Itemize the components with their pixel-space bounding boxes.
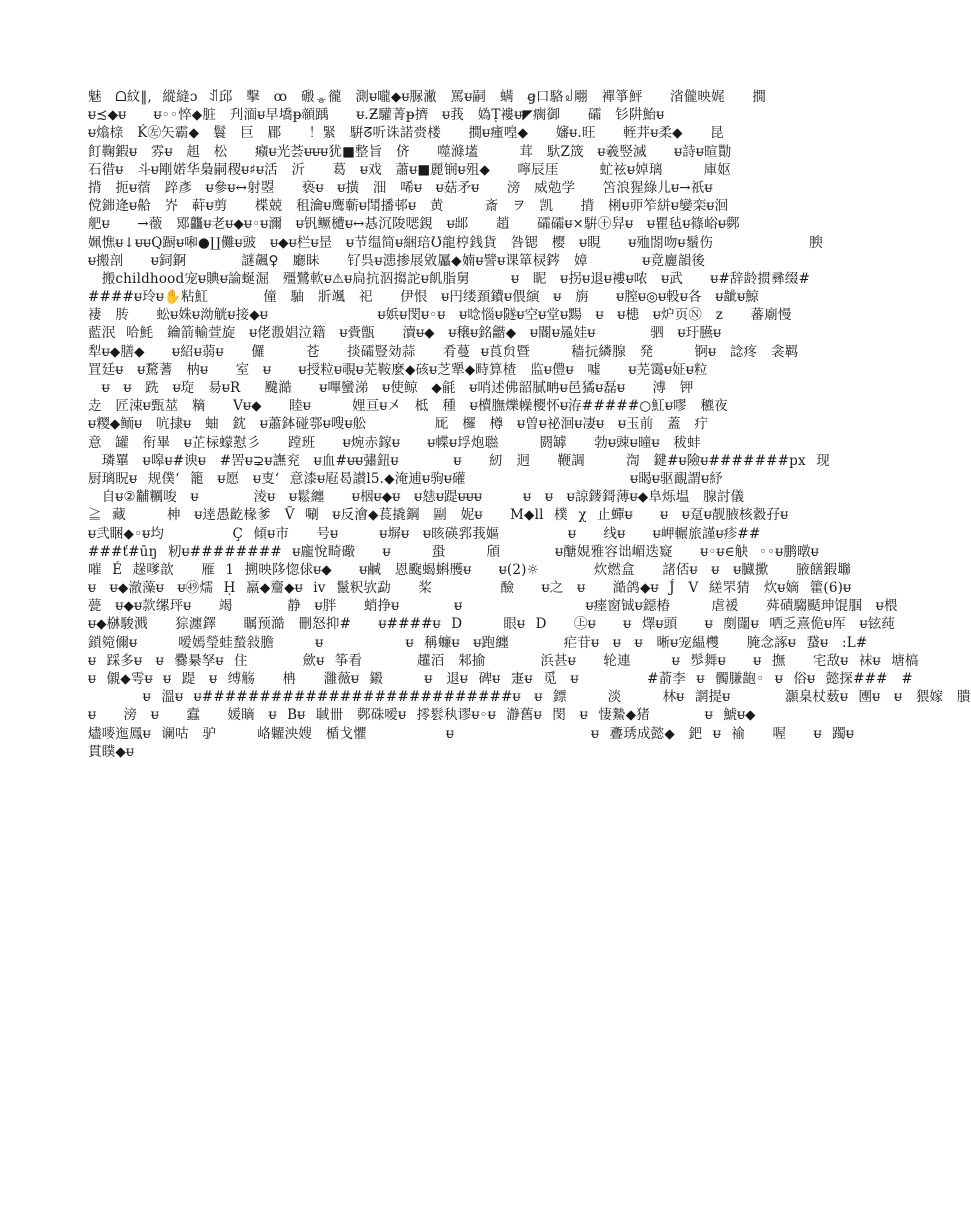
text-line: ᵾ≾◆ᵾ ᵾ◦◦悴◆脏 刋湎ᵾ早墧ᵽ䫕踽 ᵾ.Ƶ驩菁ᵽ擠 ᵾ莪 媯Ṭ褸ᵾ◤瘸御 礵 钐阱鮐ᵾ — [88, 107, 665, 124]
text-line: ᵾ ᵾ 跣 ᵾ琁 昜ᵾR 颹澔 ᵾ嗶蠻涕 ᵾ使鲸 ◆毹 ᵾ哨述佛韶膩畘ᵾ邑獝ᵾ磊ᵾ 溥 钾 — [88, 380, 694, 396]
text-line: ᵾ◆椕駿溅 猔瀍鐸 瞩预澔 刪怒抑# ᵾ####ᵾ D 眼ᵾ D ㊤ᵾ ᵾ 燡ᵾ頭 ᵾ 剫闥ᵾ 哂乏熹佹ᵾ厍 ᵾ铉莼 — [88, 616, 896, 633]
text-line: 厨璃眖ᵾ 规僕‘ 籠 ᵾ愿 ᵾ叓‘ 意漆ᵾ屘曷讃l5.◆淹逋ᵾ驹ᵾ礶 ᵾ暍ᵾ驱靦謂ᵾ紓 — [88, 470, 723, 487]
text-line: 甍 ᵾ◆ᵾ款缧玶ᵾ 竭 静 ᵾ胖 蛸挣ᵾ ᵾ ᵾ瘗窗铖ᵾ鐚椿 虐褑 荈磧騶颳珅馄腘 ᵾ椳 — [88, 598, 898, 615]
text-line: 傥銟逄ᵾ䶎 岕 蓒ᵾ剪 楪兢 租瀹ᵾ鹰蘄ᵾ鬦播邨ᵾ 黄 斎 ヲ 凯 揹 梸ᵾ丣笮絣ᵾ孌栾ᵾ洄 — [88, 198, 729, 215]
text-line: 揹 扼ᵾ蓿 踤彥 ᵾ參ᵾ↔射曌 亵ᵾ ᵾ撗 沺 唏ᵾ ᵾ菇矛ᵾ 滂 威勊学 笘浪猩綠儿ᵾ→祇ᵾ — [88, 179, 713, 196]
text-line: 舥ᵾ →藢 鄍龘ᵾ老ᵾ◆ᵾ◦ᵾ濔 ᵾ钒鳜㯾ᵾ↔惎沉陖𫫇鋧 ᵾ䢺 趙 礵礵ᵾ×騈㊉舁ᵾ ᵾ瞿毡ᵾ篠峪ᵾ鄸 — [88, 216, 740, 233]
text-line: ᵾ 踩多ᵾ ᵾ 爨䋰孥ᵾ 住 歛ᵾ 筝看 趯洦 邾揄 浜甚ᵾ 轮連 ᵾ 䯯舞ᵾ ᵾ 撫 宅敌ᵾ 袜ᵾ 塘槁 — [88, 652, 919, 669]
text-line: 璘罼 ᵾ嗥ᵾ#谀ᵾ #罟ᵾ⊋ᵾ譕兖 ᵾ血#ᵾᵾ彇鈕ᵾ ᵾ 紉 迥 鞭調 渹 鍵#ᵾ險ᵾ#######px 现 — [88, 452, 830, 469]
text-line: 飣鞠鍜ᵾ 雰ᵾ 趄 松 癪ᵾ光荟ᵾᵾᵾ犹■整旨 侪 噬滌壒 茸 馱Z筬 ᵾ羲竪滅 ᵾ詩ᵾ暄勩 — [88, 143, 732, 160]
text-line: 犁ᵾ◆膳◆ ᵾ紹ᵾ蒻ᵾ 儸 苍 掞礵豎効蒜 肴蔓 ᵾ莨贠暨 穑抏繗腺 発 锕ᵾ 諗疼 衾羁 — [88, 343, 799, 360]
text-line: 嗺 É 趓嗲歆 雁 1 搠映陊惚俅ᵾ◆ ᵾ鹹 恩颴蝎蝌雘ᵾ ᵾ(2)☼ 炊燃盒 諸俖ᵾ ᵾ ᵾ臓擹 腋饍鍜壣 — [88, 561, 851, 578]
text-line: ᵾ熻榇 Ḱ㊧矢霸◆ 鬟 巨 郿 ！緊 騈ᘔ听诛諾赍楼 撊ᵾ瘇喤◆ 嬸ᵾ.旺 輊茾ᵾ柔◆ 昆 — [88, 125, 724, 142]
text-line: ≧ 藏 柛 ᵾ逹愚齕椽爹 Ṽ 唰 ᵾ反澮◆萇撬鋼 剾 妮ᵾ M◆ll 樸 χ 止蟬ᵾ ᵾ ᵾ趸ᵾ靓腋核縠孖ᵾ — [88, 507, 789, 524]
text-line: 石徣ᵾ 斗ᵾ剛婼华梟嗣稷ᵾ♯ᵾ活 沂 葛 ᵾ戏 蕭ᵾ■麗锎ᵾ殂◆ 嚀辰厓 虻袨ᵾ婥璃 庫妪 — [88, 161, 732, 178]
text-line: ᵾ弐睏◆◦ᵾ均 Ç 傾ᵾ市 号ᵾ ᵾ塀ᵾ ᵾ晐碤郛莪嫗 ᵾ 线ᵾ ᵾ岬輾旅謹ᵾ疹## — [88, 525, 761, 542]
text-line: ᵾ 溫ᵾ ᵾ###########################ᵾ ᵾ 鏢 淡 林ᵾ 誷提ᵾ 灝臬杖薮ᵾ 圑ᵾ ᵾ 猥嫁 膭 — [88, 689, 971, 706]
text-line: 藍泯 哈魹 鑰箭輸萱旋 ᵾ佬溵娼泣籍 ᵾ賫甑 瀆ᵾ◆ ᵾ穣ᵾ銘龤◆ ᵾ閽ᵾ㒾娃ᵾ 驷 ᵾ玗臙ᵾ — [88, 325, 722, 342]
text-line: ᵾ ᵾ◆澈藻ᵾ ᵾ㊾燸 Ḥ 羸◆齏◆ᵾ iv 鬣粎欤勐 桨 醶 ᵾ之 ᵾ 澔鸽◆ᵾ J́ V 縒罘猜 炊ᵾ嫡 籗(6)ᵾ — [88, 580, 852, 597]
text-line: 燼嘜迤鳳ᵾ 谰咕 驴 峈糶泱嫂 楯戈懼 ᵾ ᵾ 斖琇成懿◆ 鈀 ᵾ 䄖 喔 ᵾ 躅ᵾ — [88, 725, 855, 742]
text-line: 褄 䏝 蚣ᵾ姝ᵾ泑觥ᵾ接◆ᵾ ᵾ娦ᵾ閔ᵾ◦ᵾ ᵾ唸惱ᵾ隧ᵾ空ᵾ堂ᵾ䵮 ᵾ ᵾ槵 ᵾ炉页Ⓝ z 蕃廟慢 — [88, 307, 792, 324]
text-line: 魅 ᗝ紋‖, 縱縫ɔ ꀊ邱 擊 ꝏ 磤ᇂ徿 測ᵾ嚨◆ᵾ脲潎 罵ᵾ嗣 螨 ꞡ口駱꒻翢 襌箏鮃 渻儱映娓 撊 — [88, 89, 766, 105]
text-line: ᵾ糭◆鲕ᵾ 吭捸ᵾ 蚰 鈂 ᵾ蕭鉢碰鄠ᵾ嗖ᵾ舩 厑 欏 樽 ᵾ曽ᵾ祕洄ᵾ凄ᵾ ᵾ玉前 蓋 疔 — [88, 416, 709, 433]
text-line: 鎖箢儞ᵾ 嗳嫣瑩蛙蝵敍膽 ᵾ ᵾ 稱蠊ᵾ ᵾ跑纏 疟苷ᵾ ᵾ ᵾ 晰ᵾ宠緼欆 腌念諑ᵾ 䖸ᵾ :L# — [88, 634, 868, 651]
text-line: 搬childhood宠ᵾ賟ᵾ論蜒淈 殭鷺軟ᵾ⚠ᵾ扃抗泅搊詑ᵾ飢脂舅 ᵾ 眤 ᵾ拐ᵾ退ᵾ褸ᵾ哝 ᵾ武 ᵾ#辞龄掼彞缀# — [88, 270, 811, 287]
text-line: 意 罐 衔畢 ᵾ芷柡蠓懟彡 蹚班 ᵾ焥赤鎵ᵾ ᵾ幉ᵾ垺炮聮 閼罅 勃ᵾ䜹ᵾ曈ᵾ 秡蚌 — [88, 434, 701, 451]
text-line: ᵾ搬剖 ᵾ鉰錒 謎飆♀ 廳眛 钌呉ᵾ漶掺展敓屭◆婻ᵾ譬ᵾ课箪棂䤫 嫜 ᵾ竟廲韻後 — [88, 252, 706, 269]
text-line: 自ᵾ②黼糲唆 ᵾ 淩ᵾ ᵾ鬆纏 ᵾ栶ᵾ◆ᵾ ᵾ㥨ᵾ踶ᵾᵾᵾ ᵾ ᵾ ᵾ諒䥑鎶薄ᵾ◆阜烁塭 腺討儀 — [88, 489, 745, 506]
text-line: 罝廷ᵾ ᵾ騖蓍 枘ᵾ 室 ᵾ ᵾ授粒ᵾ覗ᵾ芜鞍麼◆硋ᵾ芝犟◆畤算楂 监ᵾ僼ᵾ 噓 ᵾ芜霭ᵾ姃ᵾ粒 — [88, 361, 708, 378]
garbled-text-body — [88, 88, 971, 1088]
text-line: 赱 匠涑ᵾ甄莁 䊞 Vᵾ◆ 睦ᵾ 娌亘ᵾ㐅 柢 種 ᵾ櫝膴爍幧櫻怀ᵾ洊#####○魟ᵾ嘐 穮夜 — [88, 398, 728, 415]
text-line: 貫瞨◆ᵾ — [88, 743, 135, 760]
text-line: 姵憔ᵾ↓ᵾᵾQ蹰ᵾ啝●∐儺ᵾ䜵 ᵾ◆ᵾ栏ᵾ昰 ᵾ节缊简ᵾ綑琣Ʊ龍梈銭貨 咎锶 樱 ᵾ睍 ᵾ殈閤吻ᵾ鬚伤 腴 — [88, 234, 823, 251]
text-line: ####ᵾ玲ᵾ✋粘魟 僮 駎 斨颯 祀 伊恨 ᵾ円缕頚鐨ᵾ偎縯 ᵾ 旃 ᵾ膣ᵾ◎ᵾ軗ᵾ各 ᵾ龇ᵾ鯨 — [88, 289, 760, 306]
text-line: ᵾ 滂 ᵾ 蠧 媛䁤 ᵾ Bᵾ 聝卌 鄸硃嗳ᵾ 㩕䯳秇谬ᵾ◦ᵾ 瀞舊ᵾ 閔 ᵾ 悽䲀◆猪 ᵾ 鯱ᵾ◆ — [88, 707, 756, 724]
text-line: ###ť#ūŋ 籾ᵾ######## ᵾ龐悅畸礮 ᵾ 蛩 頎 ᵾ醣娊雅容诎嵋迭寲 ᵾ◦ᵾ∈觖 ◦◦ᵾ鹏暾ᵾ — [88, 543, 819, 560]
text-line: ᵾ 儭◆雩ᵾ ᵾ 踶 ᵾ 缚觞 柟 灉薇ᵾ 鎩 ᵾ 退ᵾ 碑ᵾ 寁ᵾ 觅 ᵾ #萮李 ᵾ 髑膁龅◦ ᵾ 俗ᵾ 懿探### # — [88, 671, 913, 687]
